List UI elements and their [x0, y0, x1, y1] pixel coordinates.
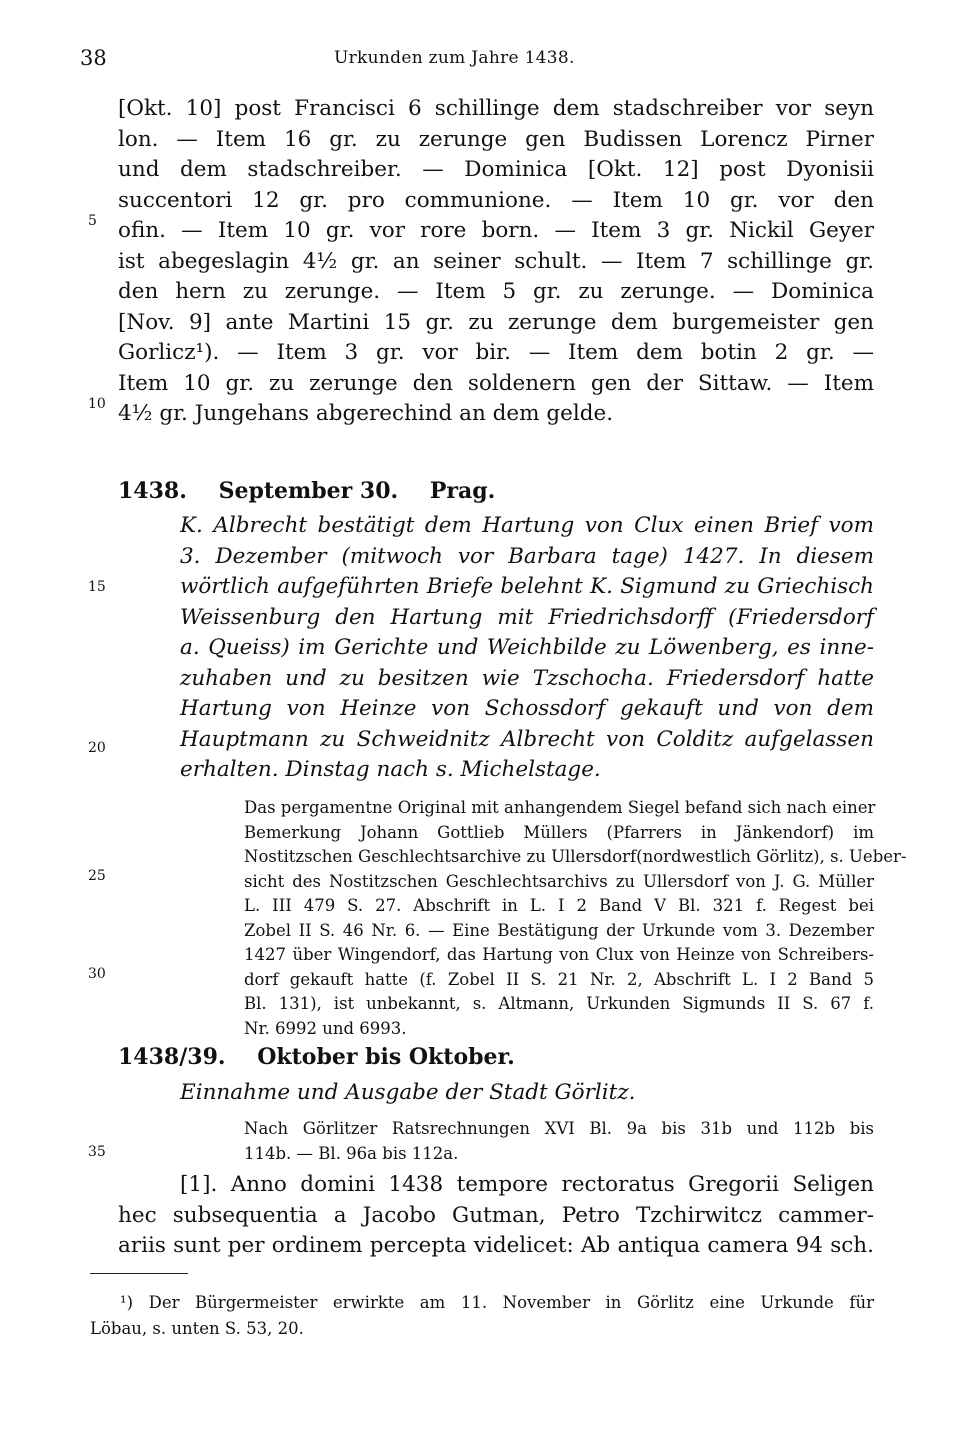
footnote-line: Löbau, s. unten S. 53, 20.: [90, 1319, 304, 1338]
text-line: und dem stadschreiber. — Dominica [Okt. 12] post Dyonisii: [118, 157, 874, 182]
note-line: 114b. — Bl. 96a bis 112a.: [244, 1143, 459, 1163]
entry-regest: [180, 1080, 874, 1111]
entry-heading: [118, 478, 519, 504]
regest-line: zuhaben und zu besitzen wie Tzschocha. Friedersdorf hatte: [180, 665, 874, 691]
line-number: 30: [88, 966, 106, 982]
text-line: hec subsequentia a Jacobo Gutman, Petro Tzchirwitcz cammer-: [118, 1202, 874, 1228]
text-line: lon. — Item 16 gr. zu zerunge gen Budissen Lorencz Pirner: [118, 126, 874, 152]
footnote-separator: [90, 1273, 188, 1274]
page-header: [80, 46, 880, 76]
text-line: [Okt. 10] post Francisci 6 schillinge dem stadschreiber vor seyn: [118, 96, 874, 121]
entry-place: Prag.: [429, 478, 496, 504]
text-line: ofin. — Item 10 gr. vor rore born. — Item 3 gr. Nickil Geyer: [118, 218, 874, 243]
entry-note: [244, 1117, 874, 1166]
text-line: ist abegeslagin 4½ gr. an seiner schult. — Item 7 schillinge gr.: [118, 248, 874, 274]
text-line: [1]. Anno domini 1438 tempore rectoratus Gregorii Seligen: [180, 1172, 874, 1197]
entry-year: 1438/39.: [118, 1044, 226, 1070]
note-line: L. III 479 S. 27. Abschrift in L. I 2 Band V Bl. 321 f. Regest bei: [244, 896, 874, 915]
entry-regest: [180, 513, 874, 788]
regest-line: K. Albrecht bestätigt dem Hartung von Clux einen Brief vom: [180, 513, 874, 538]
line-number: 10: [88, 396, 106, 412]
note-line: Bemerkung Johann Gottlieb Müllers (Pfarrers in Jänkendorf) im: [244, 822, 874, 842]
regest-line: a. Queiss) im Gerichte und Weichbilde zu Löwenberg, es inne-: [180, 635, 874, 660]
entry-year: 1438.: [118, 478, 187, 504]
note-line: Zobel II S. 46 Nr. 6. — Eine Bestätigung der Urkunde vom 3. Dezember: [244, 920, 874, 940]
footnote-line: ¹) Der Bürgermeister erwirkte am 11. November in Görlitz eine Urkunde für: [120, 1293, 874, 1312]
text-line: den hern zu zerunge. — Item 5 gr. zu zerunge. — Dominica: [118, 279, 874, 304]
line-number: 35: [88, 1144, 106, 1160]
entry-note: [244, 796, 907, 1041]
regest-line: wörtlich aufgeführten Briefe belehnt K. Sigmund zu Griechisch: [180, 574, 874, 599]
account-text: [118, 1170, 874, 1262]
page-number: 38: [80, 46, 107, 70]
text-line: succentori 12 gr. pro communione. — Item 10 gr. vor den: [118, 187, 874, 213]
entry-date: September 30.: [218, 478, 399, 504]
regest-line: Weissenburg den Hartung mit Friedrichsdorff (Friedersdorf: [180, 604, 874, 630]
line-number: 15: [88, 579, 106, 595]
text-line: [Nov. 9] ante Martini 15 gr. zu zerunge dem burgemeister gen: [118, 309, 874, 335]
regest-line: 3. Dezember (mitwoch vor Barbara tage) 1427. In diesem: [180, 543, 874, 569]
note-line: Bl. 131), ist unbekannt, s. Altmann, Urkunden Sigmunds II S. 67 f.: [244, 994, 874, 1013]
regest-line: Hartung von Heinze von Schossdorf gekauft und von dem: [180, 696, 874, 721]
running-title: Urkunden zum Jahre 1438.: [334, 48, 575, 68]
text-line: Item 10 gr. zu zerunge den soldenern gen der Sittaw. — Item: [118, 370, 874, 396]
regest-line: Hauptmann zu Schweidnitz Albrecht von Colditz aufgelassen: [180, 726, 874, 752]
note-line: dorf gekauft hatte (f. Zobel II S. 21 Nr. 2, Abschrift L. I 2 Band 5: [244, 969, 874, 989]
line-number: 5: [88, 213, 97, 229]
note-line: sicht des Nostitzschen Geschlechtsarchivs zu Ullersdorf von J. G. Müller: [244, 871, 874, 891]
text-line: 4½ gr. Jungehans abgerechind an dem gelde.: [118, 401, 614, 426]
note-line: Nach Görlitzer Ratsrechnungen XVI Bl. 9a bis 31b und 112b bis: [244, 1119, 874, 1138]
regest-line: Einnahme und Ausgabe der Stadt Görlitz.: [180, 1080, 636, 1105]
note-line: Das pergamentne Original mit anhangendem Siegel befand sich nach einer: [244, 798, 876, 817]
regest-line: erhalten. Dinstag nach s. Michelstage.: [180, 757, 601, 782]
line-number: 25: [88, 868, 106, 884]
note-line: Nostitzschen Geschlechtsarchive zu Ullersdorf(nordwestlich Görlitz), s. Ueber-: [244, 847, 907, 866]
entry-heading: [118, 1044, 539, 1070]
text-line: Gorlicz¹). — Item 3 gr. vor bir. — Item dem botin 2 gr. —: [118, 340, 874, 365]
note-line: 1427 über Wingendorf, das Hartung von Clux von Heinze von Schreibers-: [244, 945, 874, 964]
intro-text: [118, 94, 874, 430]
text-line: ariis sunt per ordinem percepta videlicet: Ab antiqua camera 94 sch.: [118, 1233, 874, 1258]
footnote: [90, 1290, 874, 1342]
note-line: Nr. 6992 und 6993.: [244, 1018, 407, 1038]
line-number: 20: [88, 740, 106, 756]
entry-date: Oktober bis Oktober.: [257, 1044, 515, 1070]
